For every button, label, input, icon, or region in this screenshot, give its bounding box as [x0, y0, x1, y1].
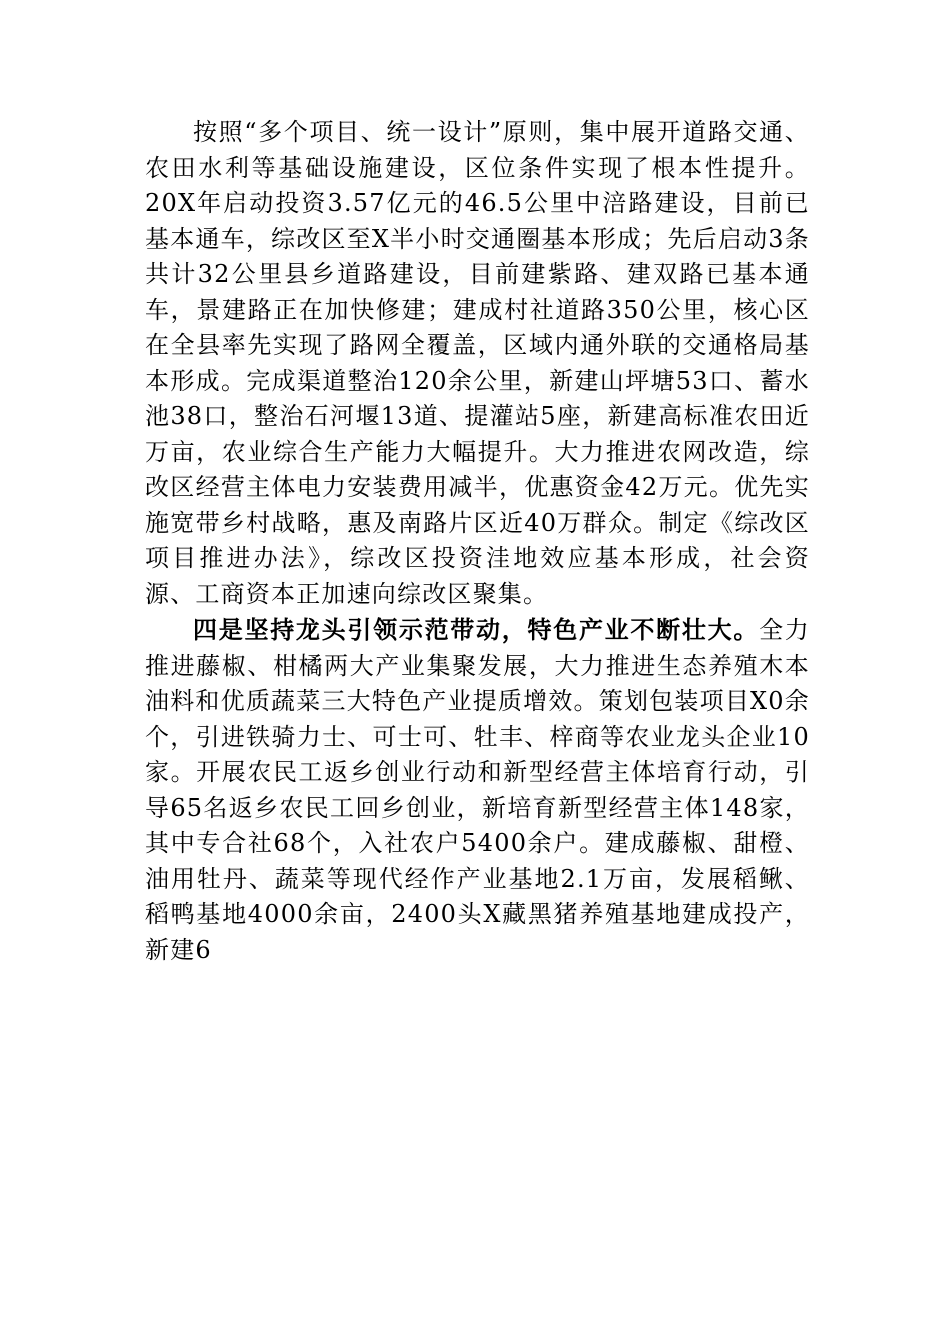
- paragraph-text: 按照“多个项目、统一设计”原则，集中展开道路交通、农田水利等基础设施建设，区位条件实现了根本性提升。20X年启动投资3.57亿元的46.5公里中涪路建设，目前已基本通车，综改区至X半小时交通圈基本形成；先后启动3条共计32公里县乡道路建设，目前建紫路、建双路已基本通车，景建路正在加快修建；建成村社道路350公里，核心区在全县率先实现了路网全覆盖，区域内通外联的交通格局基本形成。完成渠道整治120余公里，新建山坪塘53口、蓄水池38口，整治石河堰13道、提灌站5座，新建高标准农田近万亩，农业综合生产能力大幅提升。大力推进农网改造，综改区经营主体电力安装费用减半，优惠资金42万元。优先实施宽带乡村战略，惠及南路片区近40万群众。制定《综改区项目推进办法》，综改区投资洼地效应基本形成，社会资源、工商资本正加速向综改区聚集。: [145, 118, 810, 608]
- paragraph-lead: 四是坚持龙头引领示范带动，特色产业不断壮大。: [193, 615, 760, 644]
- paragraph-text: 全力推进藤椒、柑橘两大产业集聚发展，大力推进生态养殖木本油料和优质蔬菜三大特色产业提质增效。策划包装项目X0余个，引进铁骑力士、可士可、牡丰、梓商等农业龙头企业10家。开展农民工返乡创业行动和新型经营主体培育行动，引导65名返乡农民工回乡创业，新培育新型经营主体148家，其中专合社68个，入社农户5400余户。建成藤椒、甜橙、油用牡丹、蔬菜等现代经作产业基地2.1万亩，发展稻鳅、稻鸭基地4000余亩，2400头X藏黑猪养殖基地建成投产，新建6: [145, 616, 810, 964]
- paragraph-industry: [145, 612, 810, 968]
- document-body: [145, 114, 810, 968]
- paragraph-infrastructure: [145, 114, 810, 612]
